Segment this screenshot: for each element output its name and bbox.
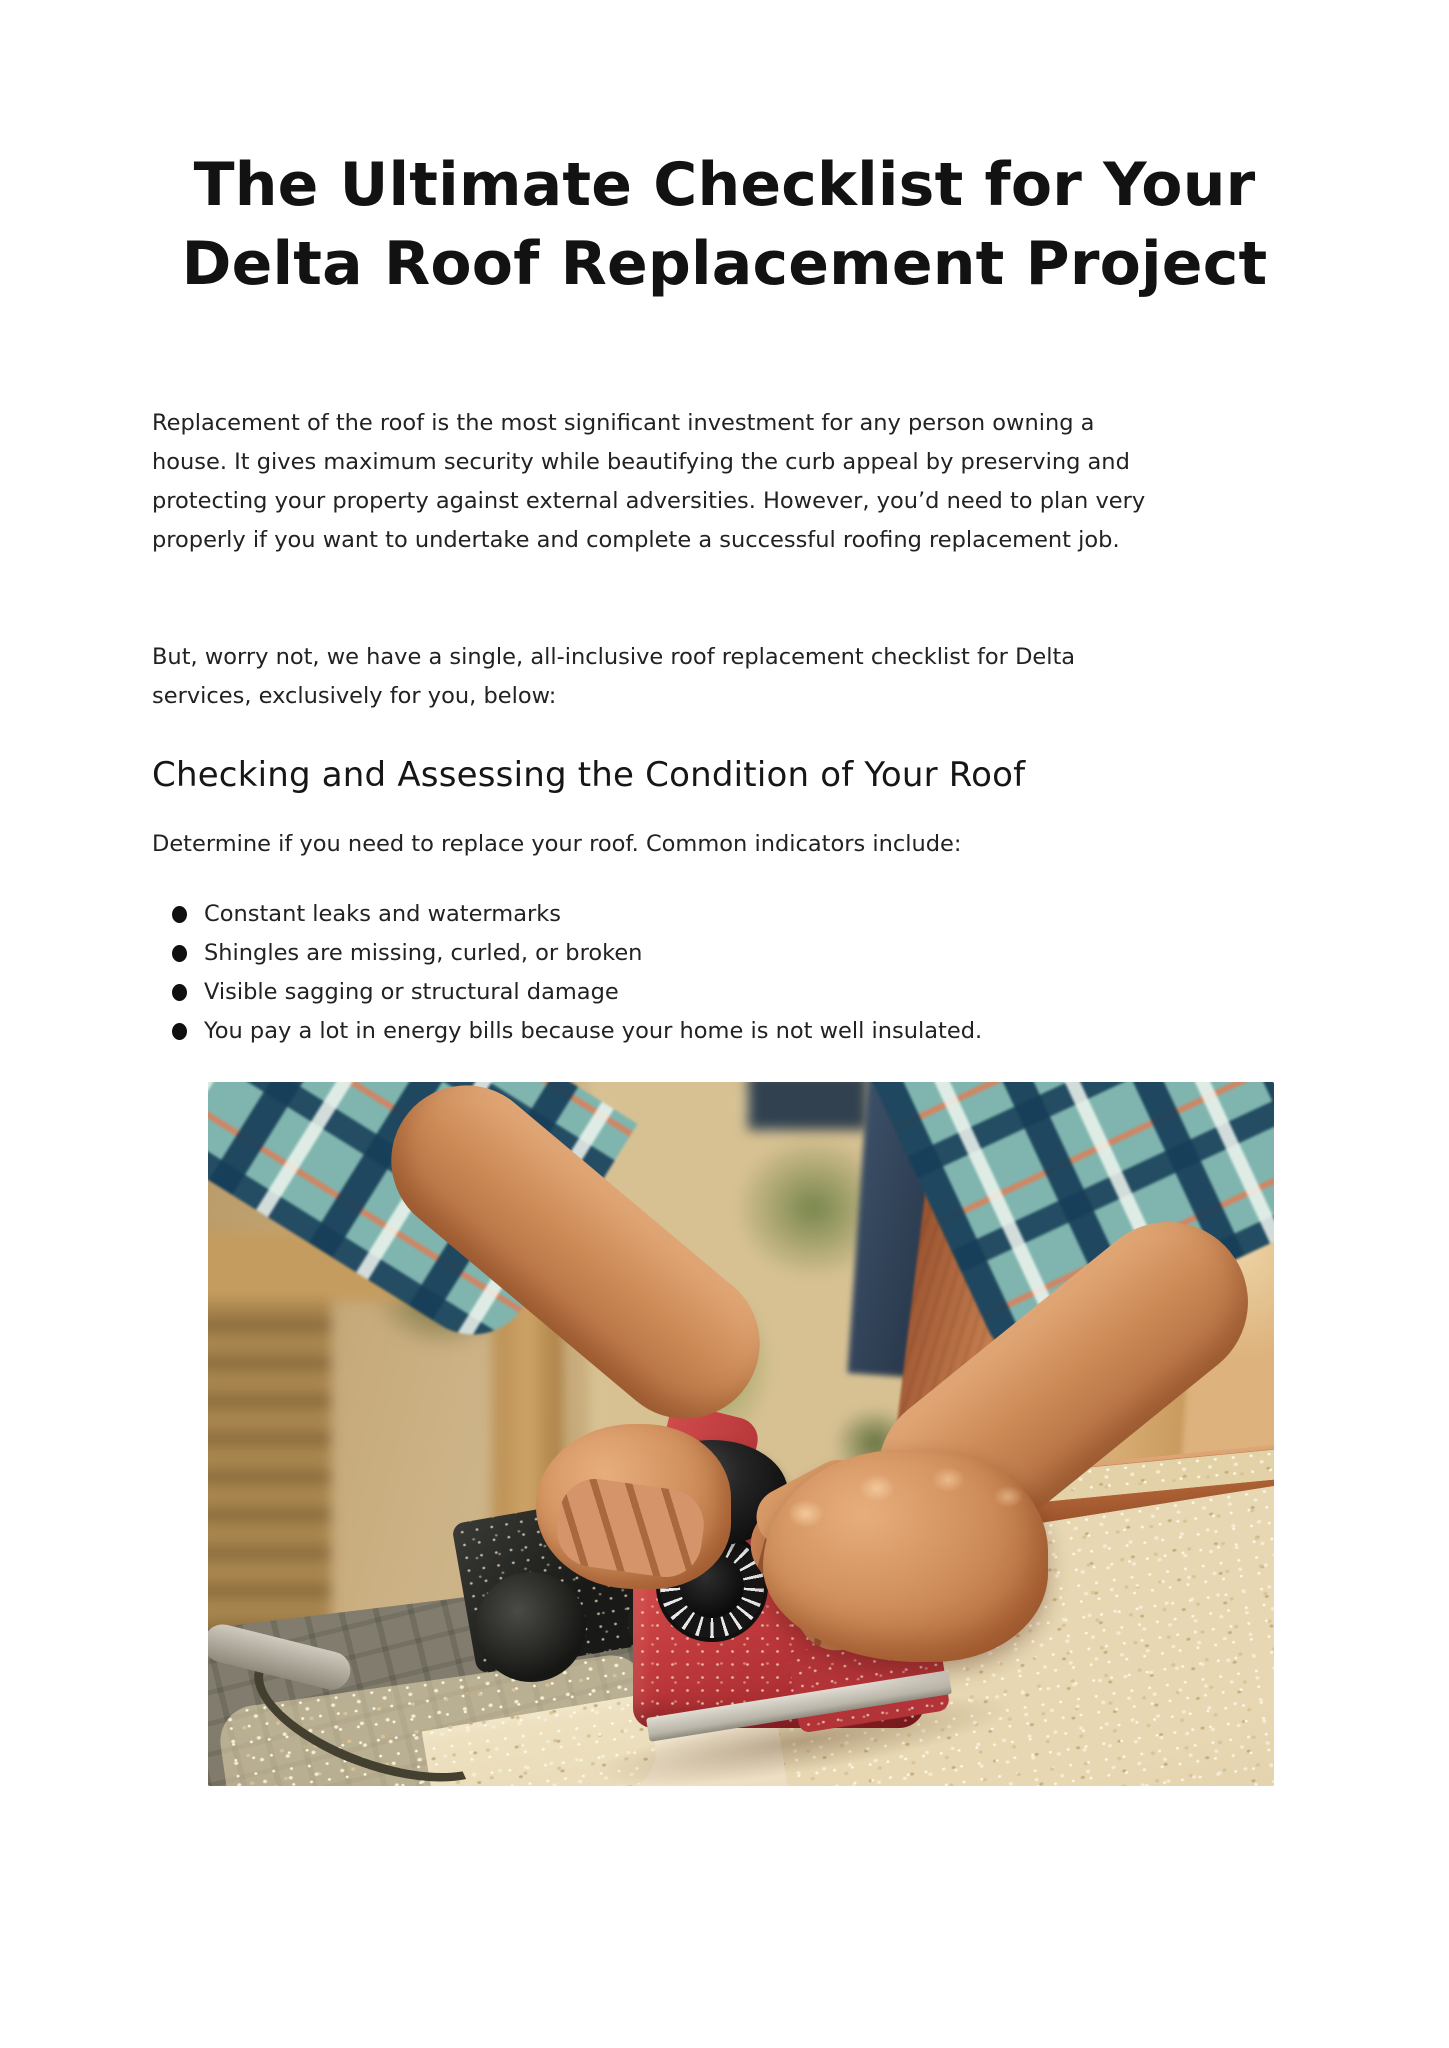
page-title-line-2: Delta Roof Replacement Project: [181, 229, 1268, 300]
bullet-icon: [172, 945, 187, 962]
list-item: [172, 976, 1312, 1015]
bullet-icon: [172, 984, 187, 1001]
list-item-text: You pay a lot in energy bills because your home is not well insulated.: [204, 1018, 983, 1044]
bullet-icon: [172, 1023, 187, 1040]
article-photo: [208, 1082, 1274, 1786]
list-item-text: Constant leaks and watermarks: [204, 901, 561, 927]
list-item: [172, 898, 1312, 937]
list-item: [172, 937, 1312, 976]
list-item-text: Visible sagging or structural damage: [204, 979, 619, 1005]
photo-vignette: [208, 1082, 1274, 1786]
second-paragraph: But, worry not, we have a single, all-inclusive roof replacement checklist for Delta services, exclusively for you, below:: [152, 644, 1076, 709]
section-intro: Determine if you need to replace your roof. Common indicators include:: [152, 831, 962, 857]
bullet-icon: [172, 906, 187, 923]
section-heading: Checking and Assessing the Condition of Your Roof: [152, 755, 1026, 795]
intro-paragraph: Replacement of the roof is the most significant investment for any person owning a house. It gives maximum security while beautifying the curb appeal by preserving and protecting your property against external adversities. However, you’d need to plan very properly if you want to undertake and complete a successful roofing replacement job.: [152, 410, 1146, 553]
roof-condition-bullet-list: [172, 898, 1312, 1054]
list-item-text: Shingles are missing, curled, or broken: [204, 940, 643, 966]
page-title-line-1: The Ultimate Checklist for Your: [193, 150, 1256, 220]
list-item: [172, 1015, 1312, 1054]
page-title: [70, 146, 1379, 304]
